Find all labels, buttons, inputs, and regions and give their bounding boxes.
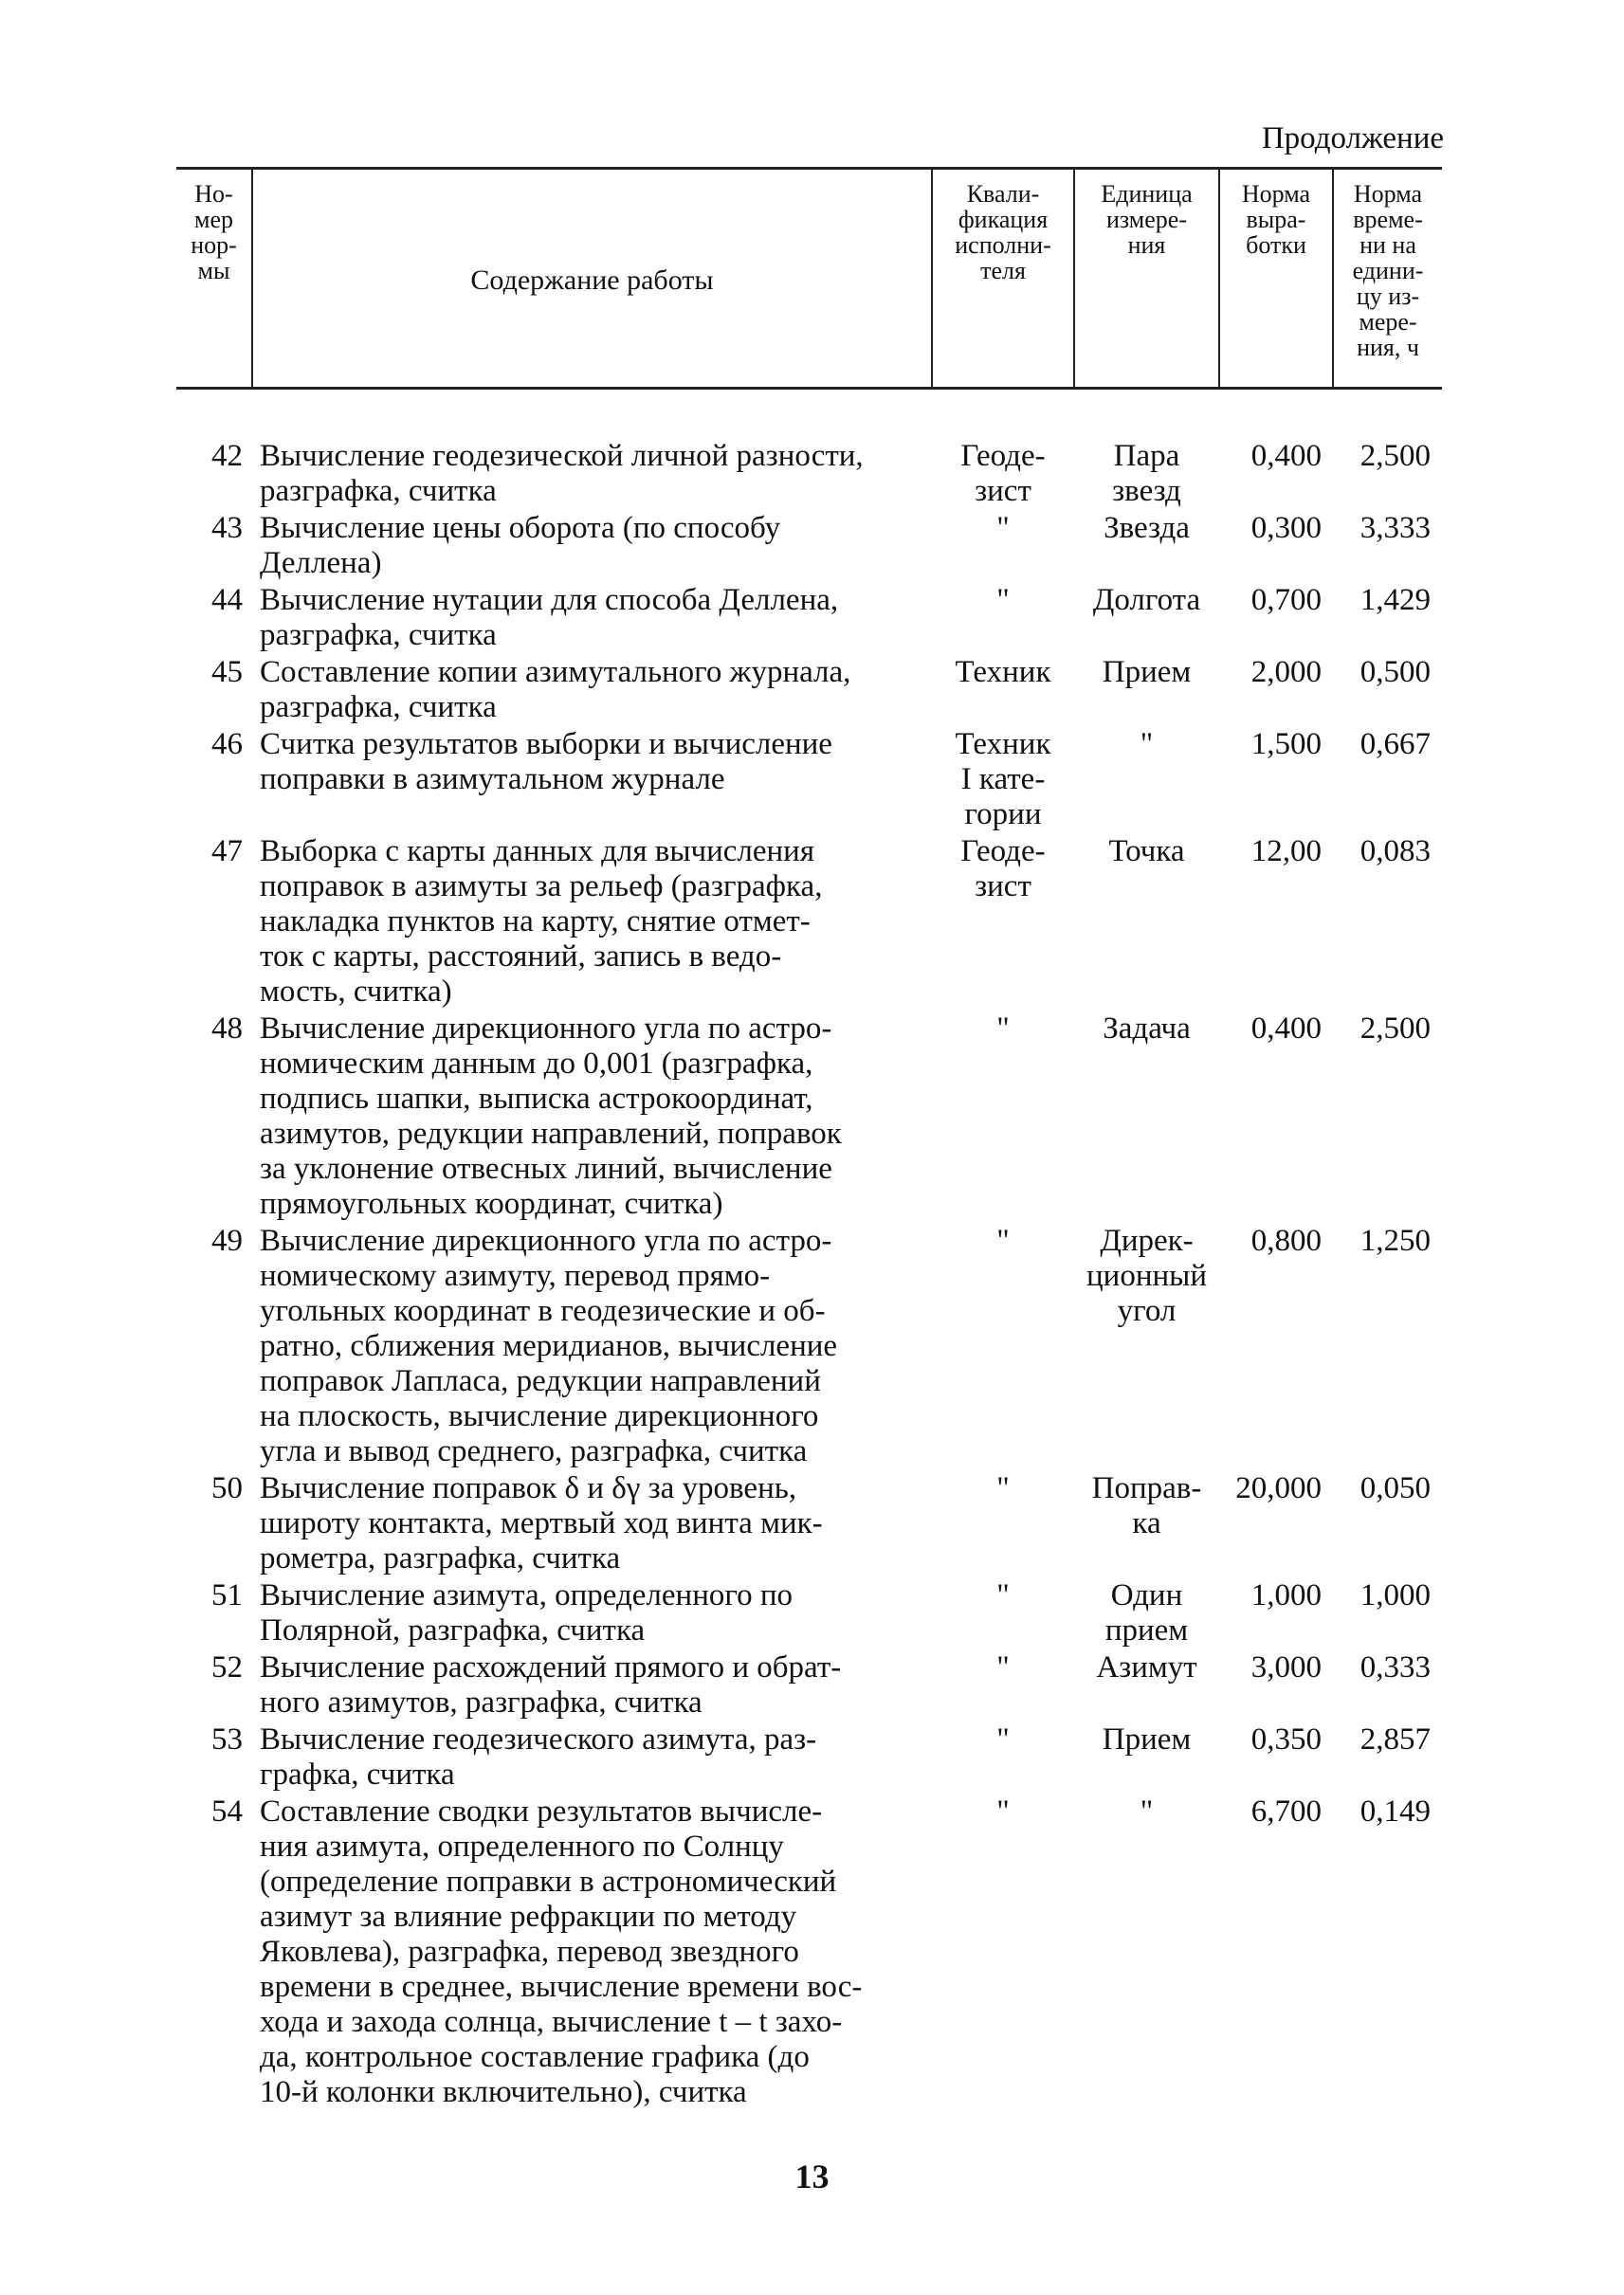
row-unit: " <box>1140 1794 1154 1829</box>
col-header-unit <box>1074 169 1219 389</box>
row-number: 47 <box>211 834 243 868</box>
row-description: Вычисление геодезического азимута, раз- графка, считка <box>260 1722 817 1792</box>
col-header-work-text: Содержание работы <box>470 264 714 296</box>
row-unit: Звезда <box>1104 511 1190 545</box>
row-description: Вычисление дирекционного угла по астро- номическим данным до 0,001 (разграфка, подпись шапки, выписка астрокоординат, азимутов, редукции направлений, поправок за уклонение отвесных линий, вычисление прямоугольных координат, считка) <box>260 1011 842 1221</box>
norms-table-grid <box>176 167 1442 2112</box>
row-description: Вычисление геодезической личной разности, разграфка, считка <box>260 439 864 508</box>
col-header-unit-text: Единица измере- ния <box>1101 180 1193 259</box>
row-output-rate: 3,000 <box>1250 1650 1322 1685</box>
table-row <box>176 1650 1442 1722</box>
row-output-rate: 6,700 <box>1250 1794 1322 1829</box>
row-description: Вычисление поправок δ и δγ за уровень, широту контакта, мертвый ход винта мик- рометра, разграфка, считка <box>260 1471 823 1576</box>
col-header-number <box>176 169 252 389</box>
row-number: 49 <box>211 1224 243 1258</box>
row-qualification: " <box>996 1794 1010 1829</box>
row-output-rate: 12,00 <box>1250 834 1322 868</box>
row-qualification: Геоде- зист <box>960 439 1046 508</box>
row-qualification: " <box>996 1722 1010 1757</box>
table-body <box>176 389 1442 2113</box>
row-output-rate: 0,350 <box>1250 1722 1322 1757</box>
row-description: Вычисление расхождений прямого и обрат- ного азимутов, разграфка, считка <box>260 1650 842 1720</box>
row-output-rate: 20,000 <box>1235 1471 1322 1505</box>
row-number: 46 <box>211 727 243 761</box>
row-description: Вычисление азимута, определенного по Полярной, разграфка, считка <box>260 1578 793 1648</box>
row-number: 51 <box>211 1578 243 1612</box>
row-description: Считка результатов выборки и вычисление поправки в азимутальном журнале <box>260 727 832 796</box>
row-qualification: " <box>996 1578 1010 1612</box>
row-description: Вычисление цены оборота (по способу Деллена) <box>260 511 781 580</box>
row-unit: Один прием <box>1104 1578 1189 1648</box>
row-time-rate: 2,500 <box>1359 1011 1431 1046</box>
table-row <box>176 583 1442 655</box>
row-unit: Дирек- ционный угол <box>1086 1224 1207 1328</box>
row-unit: " <box>1140 727 1154 761</box>
table-row <box>176 655 1442 727</box>
row-time-rate: 3,333 <box>1359 511 1431 545</box>
row-time-rate: 0,333 <box>1359 1650 1431 1685</box>
table-row <box>176 1794 1442 2112</box>
col-header-time-rate <box>1333 169 1442 389</box>
row-number: 45 <box>211 655 243 689</box>
norms-table <box>176 167 1442 2112</box>
row-time-rate: 0,149 <box>1359 1794 1431 1829</box>
row-output-rate: 0,400 <box>1250 1011 1322 1046</box>
row-qualification: " <box>996 1471 1010 1505</box>
row-output-rate: 2,000 <box>1250 655 1322 689</box>
table-row <box>176 727 1442 834</box>
row-number: 53 <box>211 1722 243 1757</box>
row-qualification: Геоде- зист <box>960 834 1046 903</box>
row-description: Выборка с карты данных для вычисления поправок в азимуты за рельеф (разграфка, накладка пунктов на карту, снятие отмет- ток с карты, расстояний, запись в ведо- мость, считка) <box>260 834 823 1009</box>
row-unit: Пара звезд <box>1112 439 1181 508</box>
col-header-qualification-text: Квали- фикация исполни- теля <box>955 180 1051 284</box>
row-description: Составление копии азимутального журнала, разграфка, считка <box>260 655 851 724</box>
row-qualification: " <box>996 583 1010 617</box>
row-time-rate: 2,857 <box>1359 1722 1431 1757</box>
row-number: 48 <box>211 1011 243 1046</box>
row-number: 42 <box>211 439 243 473</box>
row-output-rate: 0,300 <box>1250 511 1322 545</box>
col-header-output-rate <box>1219 169 1333 389</box>
row-time-rate: 0,500 <box>1359 655 1431 689</box>
row-unit: Долгота <box>1092 583 1201 617</box>
row-output-rate: 1,500 <box>1250 727 1322 761</box>
row-unit: Прием <box>1102 655 1192 689</box>
table-spacer <box>176 389 1442 440</box>
row-qualification: Техник <box>955 655 1051 689</box>
row-time-rate: 0,667 <box>1359 727 1431 761</box>
row-unit: Точка <box>1108 834 1185 868</box>
col-header-time-rate-text: Норма време- ни на едини- цу из- мере- ния, ч <box>1352 180 1424 361</box>
row-qualification: " <box>996 511 1010 545</box>
row-time-rate: 1,250 <box>1359 1224 1431 1258</box>
table-header-row <box>176 169 1442 389</box>
row-unit: Азимут <box>1096 1650 1197 1685</box>
table-row <box>176 1722 1442 1794</box>
row-unit: Задача <box>1103 1011 1191 1046</box>
row-time-rate: 0,050 <box>1359 1471 1431 1505</box>
row-unit: Прием <box>1102 1722 1192 1757</box>
row-description: Вычисление дирекционного угла по астро- номическому азимуту, перевод прямо- угольных координат в геодезические и об- ратно, сближения меридианов, вычисление поправок Лапласа, редукции направлений на плоскость, вычисление дирекционного угла и вывод среднего, разграфка, считка <box>260 1224 838 1468</box>
row-number: 44 <box>211 583 243 617</box>
row-time-rate: 2,500 <box>1359 439 1431 473</box>
row-unit: Поправ- ка <box>1091 1471 1202 1540</box>
col-header-number-text: Но- мер нор- мы <box>191 180 237 284</box>
row-time-rate: 1,429 <box>1359 583 1431 617</box>
continuation-label: Продолжение <box>1261 121 1444 155</box>
col-header-work <box>252 169 932 389</box>
row-time-rate: 1,000 <box>1359 1578 1431 1612</box>
row-output-rate: 0,400 <box>1250 439 1322 473</box>
row-output-rate: 0,800 <box>1250 1224 1322 1258</box>
table-row <box>176 834 1442 1011</box>
row-qualification: " <box>996 1650 1010 1685</box>
row-number: 43 <box>211 511 243 545</box>
col-header-output-rate-text: Норма выра- ботки <box>1241 180 1311 259</box>
page-number: 13 <box>794 2158 830 2195</box>
col-header-qualification <box>932 169 1074 389</box>
row-description: Вычисление нутации для способа Деллена, разграфка, считка <box>260 583 839 652</box>
row-number: 52 <box>211 1650 243 1685</box>
row-qualification: Техник I кате- гории <box>955 727 1051 831</box>
row-output-rate: 1,000 <box>1250 1578 1322 1612</box>
row-time-rate: 0,083 <box>1359 834 1431 868</box>
row-number: 50 <box>211 1471 243 1505</box>
table-row <box>176 511 1442 583</box>
table-row <box>176 1224 1442 1471</box>
table-row <box>176 1011 1442 1224</box>
table-row <box>176 1471 1442 1578</box>
table-row <box>176 439 1442 511</box>
row-output-rate: 0,700 <box>1250 583 1322 617</box>
row-number: 54 <box>211 1794 243 1829</box>
row-qualification: " <box>996 1224 1010 1258</box>
row-description: Составление сводки результатов вычисле- ния азимута, определенного по Солнцу (определение поправки в астрономический азимут за влияние рефракции по методу Яковлева), разграфка, перевод звездного времени в среднее, вычисление времени вос- хода и захода солнца, вычисление t – t захо- да, контрольное составление графика (до 10-й колонки включительно), считка <box>260 1794 863 2109</box>
table-row <box>176 1578 1442 1650</box>
row-qualification: " <box>996 1011 1010 1046</box>
